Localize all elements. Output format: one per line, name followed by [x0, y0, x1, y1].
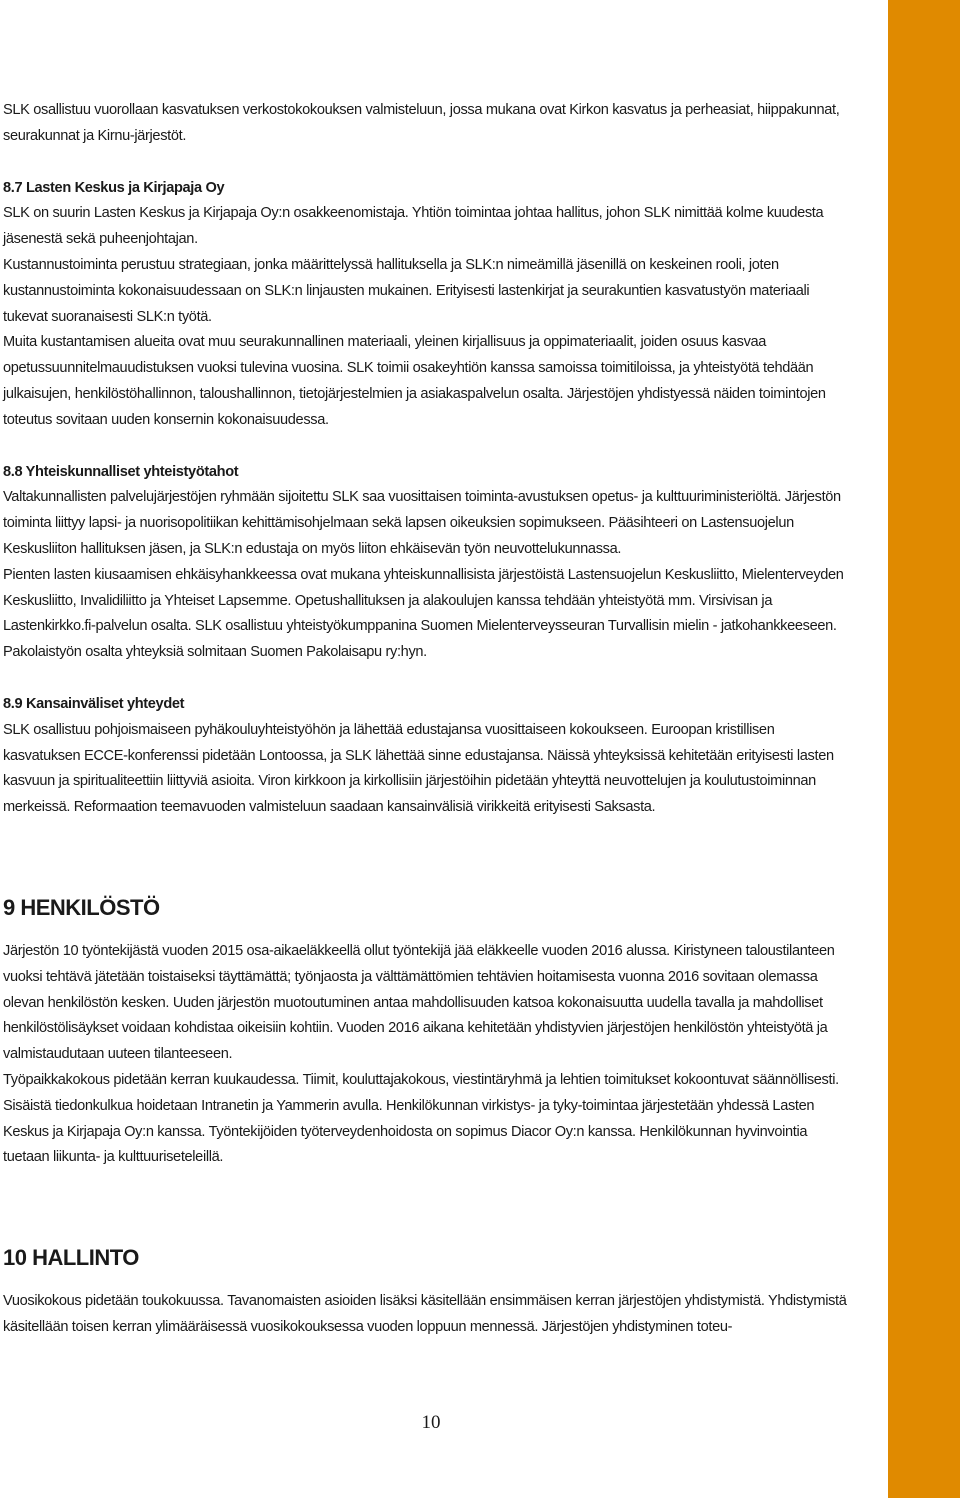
paragraph: Muita kustantamisen alueita ovat muu seurakunnallinen materiaali, yleinen kirjallisuus ja oppimateriaalit, joiden osuus kasvaa opetussuunnitelmauudistuksen vuoksi tulevina vuosina. SLK toimii osakeyhtiön kanssa samoissa toimitiloissa, ja yhteistyötä tehdään julkaisujen, henkilöstöhallinnon, taloushallinnon, tietojärjestelmien ja asiakaspalvelun osalta. Järjestöjen yhdistyessä näiden toimintojen toteutus sovitaan uuden konsernin kokonaisuudessa. — [3, 334, 826, 428]
paragraph: SLK on suurin Lasten Keskus ja Kirjapaja Oy:n osakkeenomistaja. Yhtiön toimintaa johtaa hallitus, johon SLK nimittää kolme kuudesta jäsenestä sekä puheenjohtajan. — [3, 205, 824, 248]
paragraph: SLK osallistuu pohjoismaiseen pyhäkouluyhteistyöhön ja lähettää edustajansa vuosittaiseen kokoukseen. Euroopan kristillisen kasvatuksen ECCE-konferenssi pidetään Lontoossa, ja SLK lähettää sinne edustajansa. Näissä yhteyksissä kehitetään erityisesti lasten kasvuun ja spiritualiteettiin liittyviä asioita. Viron kirkkoon ja kirkollisiin järjestöihin pidetään yhteyttä neuvottelujen ja koulutustoiminnan merkeissä. Reformaation teemavuoden valmisteluun saadaan kansainvälisiä virikkeitä erityisesti Saksasta. — [3, 721, 834, 816]
section-8-7 — [3, 176, 855, 434]
section-8-9 — [3, 692, 855, 821]
section-8-8 — [3, 460, 855, 666]
section-heading: 8.7 Lasten Keskus ja Kirjapaja Oy — [3, 179, 225, 196]
chapter-heading: 10 HALLINTO — [3, 1245, 139, 1271]
section-heading: 8.9 Kansainväliset yhteydet — [3, 695, 185, 712]
document-body — [3, 98, 855, 1341]
paragraph: Pienten lasten kiusaamisen ehkäisyhankkeessa ovat mukana yhteiskunnallisista järjestöistä Lastensuojelun Keskusliitto, Mielenterveyden Keskusliitto, Invalidiliitto ja Yhteiset Lapsemme. Opetushallituksen ja alakoulujen kanssa tehdään yhteistyötä mm. Virsivisan ja Lastenkirkko.fi-palvelun osalta. SLK osallistuu yhteistyökumppanina Suomen Mielenterveysseuran Turvallisin mielin - jatkohankkeeseen. Pakolaistyön osalta yhteyksiä solmitaan Suomen Pakolaisapu ry:hyn. — [3, 566, 844, 661]
chapter-10 — [3, 1243, 855, 1341]
page-number: 10 — [421, 1412, 441, 1433]
section-heading: 8.8 Yhteiskunnalliset yhteistyötahot — [3, 463, 239, 480]
paragraph: Työpaikkakokous pidetään kerran kuukaudessa. Tiimit, kouluttajakokous, viestintäryhmä ja lehtien toimitukset kokoontuvat säännöllisesti. Sisäistä tiedonkulkua hoidetaan Intranetin ja Yammerin avulla. Henkilökunnan virkistys- ja tyky-toimintaa järjestetään yhdessä Lasten Keskus ja Kirjapaja Oy:n kanssa. Työntekijöiden työterveydenhoidosta on sopimus Diacor Oy:n kanssa. Henkilökunnan hyvinvointia tuetaan liikunta- ja kulttuuriseteleillä. — [3, 1071, 839, 1166]
paragraph: Järjestön 10 työntekijästä vuoden 2015 osa-aikaeläkkeellä ollut työntekijä jää eläkkeelle vuoden 2016 alussa. Kiristyneen taloustilanteen vuoksi tehtävä jätetään toistaiseksi täyttämättä; työnjaosta ja välttämättömien tehtävien hoitamisesta vuonna 2016 sovitaan olemassa olevan henkilöstön kesken. Uuden järjestön muotoutuminen antaa mahdollisuuden katsoa kokonaisuutta uudella tavalla ja mahdolliset henkilöstölisäykset voidaan kohdistaa oikeisiin kohtiin. Vuoden 2016 aikana kehitetään yhdistyvien järjestöjen henkilöstön yhteistyötä ja valmistaudutaan uuteen tilanteeseen. — [3, 942, 835, 1063]
paragraph: Vuosikokous pidetään toukokuussa. Tavanomaisten asioiden lisäksi käsitellään ensimmäisen kerran järjestöjen yhdistymistä. Yhdistymistä käsitellään toisen kerran ylimääräisessä vuosikokouksessa vuoden loppuun mennessä. Järjestöjen yhdistyminen toteu- — [3, 1293, 847, 1335]
orange-side-band — [888, 0, 960, 1498]
intro-paragraph: SLK osallistuu vuorollaan kasvatuksen verkostokokouksen valmisteluun, jossa mukana ovat Kirkon kasvatus ja perheasiat, hiippakunnat, seurakunnat ja Kirnu-järjestöt. — [3, 102, 840, 144]
paragraph: Valtakunnallisten palvelujärjestöjen ryhmään sijoitettu SLK saa vuosittaisen toiminta-avustuksen opetus- ja kulttuuriministeriöltä. Järjestön toiminta liittyy lapsi- ja nuorisopolitiikan kehittämisohjelmaan sekä lapsen oikeuksien sopimukseen. Pääsihteeri on Lastensuojelun Keskusliiton hallituksen jäsen, ja SLK:n edustaja on myös liiton ehkäisevän työn neuvottelukunnassa. — [3, 489, 841, 557]
chapter-heading: 9 HENKILÖSTÖ — [3, 894, 160, 920]
paragraph: Kustannustoiminta perustuu strategiaan, jonka määrittelyssä hallituksella ja SLK:n nimeämillä jäsenillä on keskeinen rooli, joten kustannustoiminta kokonaisuudessaan on SLK:n linjausten mukainen. Erityisesti lastenkirjat ja seurakuntien kasvatustyön materiaali tukevat suoranaisesti SLK:n työtä. — [3, 256, 810, 325]
chapter-9 — [3, 893, 855, 1171]
